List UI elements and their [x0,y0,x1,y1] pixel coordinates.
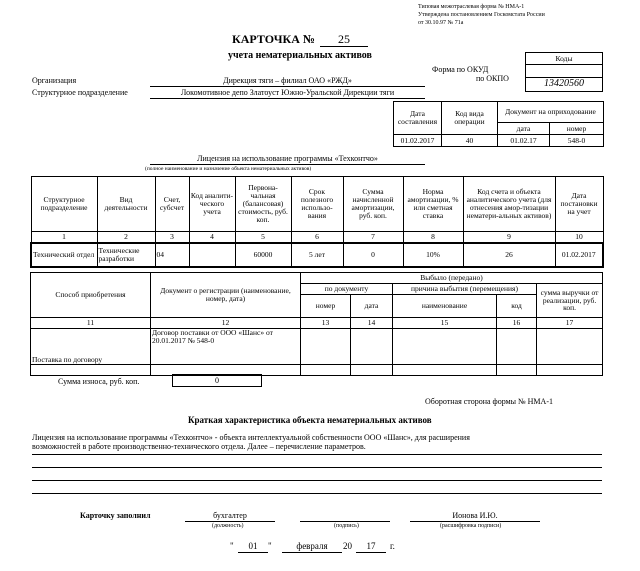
date-day: 01 [238,542,268,553]
main-cell-amort: 0 [343,243,403,267]
back-side-label: Оборотная сторона формы № НМА-1 [425,397,553,406]
acq-cell-empty [497,365,537,376]
acq-header-number: номер [301,295,351,318]
org-label: Организация [32,76,77,85]
license-caption: (полное наименование и назначение объекта нематериальных активов) [145,166,312,172]
okpo-value: 13420560 [526,78,603,92]
ruled-line [32,480,602,481]
sign-caption-position: (должность) [212,523,244,529]
acq-header-reason: причина выбытия (перемещения) [393,284,537,295]
main-num: 8 [403,232,463,243]
main-header-1: Структурное подразделение [31,177,97,232]
card-number: 25 [320,33,368,47]
back-text-line2: возможностей в работе производственно-технического отдела. Далее – перечисление параметров. [32,442,366,451]
acq-cell-empty [301,329,351,365]
main-num: 7 [343,232,403,243]
wear-value: 0 [172,374,262,387]
main-num: 5 [235,232,291,243]
acq-cell-empty [537,365,603,376]
acq-header-method: Способ приобретения [31,273,151,318]
acq-cell-empty [301,365,351,376]
acquisition-table [30,272,603,376]
doc-op-header: Код вида операции [442,102,498,135]
ruled-line [32,467,602,468]
unit-label: Структурное подразделение [32,88,128,97]
main-header-3: Счет, субсчет [155,177,189,232]
acq-header-code: код [497,295,537,318]
card-title: КАРТОЧКА № [232,32,315,46]
main-num: 2 [97,232,155,243]
okpo-label: по ОКПО [476,74,509,83]
date-year: 17 [356,542,386,553]
main-cell-unit: Технический отдел [31,243,97,267]
main-cell-activity: Технические разработки [97,243,155,267]
sign-position: бухгалтер [185,512,275,522]
main-num: 6 [291,232,343,243]
acq-cell-empty [351,365,393,376]
acq-cell-method: Поставка по договору [31,329,151,365]
ruled-line [32,454,602,455]
acq-header-revenue: сумма выручки от реализации, руб. коп. [537,284,603,318]
main-cell-rate: 10% [403,243,463,267]
sign-caption-name: (расшифровка подписи) [440,523,502,529]
wear-label: Сумма износа, руб. коп. [58,377,140,386]
date-year-unit: г. [390,541,395,551]
acq-header-date: дата [351,295,393,318]
main-cell-acc-code: 26 [463,243,555,267]
back-text-line1: Лицензия на использование программы «Техконтчо» - объекта интеллектуальной собственности ООО «Шанс», для расширения [32,433,470,442]
doc-docdate-value: 01.02.17 [498,135,550,147]
back-title: Краткая характеристика объекта нематериальных активов [188,415,432,425]
main-cell-account: 04 [155,243,189,267]
acq-num: 11 [31,318,151,329]
doc-op-value: 40 [442,135,498,147]
acq-num: 17 [537,318,603,329]
date-quote-close: " [268,541,272,551]
acq-cell-empty [393,365,497,376]
date-quote-open: " [230,541,234,551]
main-cell-term: 5 лет [291,243,343,267]
main-num: 4 [189,232,235,243]
main-cell-code [189,243,235,267]
main-cell-reg-date: 01.02.2017 [555,243,603,267]
form-approved-line: Утверждена постановлением Госкомстата России [418,12,545,18]
doc-table [393,101,604,147]
main-header-5: Первона-чальная (балансовая) стоимость, руб. коп. [235,177,291,232]
card-subtitle: учета нематериальных активов [228,50,372,61]
main-header-6: Срок полезного использо-вания [291,177,343,232]
acq-cell-empty [537,329,603,365]
main-num: 1 [31,232,97,243]
unit-value: Локомотивное депо Златоуст Южно-Уральской Дирекции тяги [150,89,425,99]
acq-num: 16 [497,318,537,329]
sign-caption-signature: (подпись) [334,523,359,529]
acq-header-disposed: Выбыло (передано) [301,273,603,284]
acq-cell-regdoc: Договор поставки от ООО «Шанс» от 20.01.2017 № 548-0 [151,329,301,365]
okud-value [526,65,603,78]
main-header-7: Сумма начисленной амортизации, руб. коп. [343,177,403,232]
acq-cell-empty [31,365,151,376]
acq-header-bydoc: по документу [301,284,393,295]
main-num: 3 [155,232,189,243]
ruled-line [32,493,602,494]
acq-cell-empty [497,329,537,365]
acq-cell-empty [351,329,393,365]
acq-header-regdoc: Документ о регистрации (наименование, номер, дата) [151,273,301,318]
codes-title: Коды [526,53,603,65]
main-header-9: Код счета и объекта аналитического учета (для отнесения амор-тизации нематери-альных активов) [463,177,555,232]
doc-doc-header: Документ на оприходование [498,102,604,123]
acq-cell-empty [393,329,497,365]
sign-signature [300,512,390,522]
doc-date-value: 01.02.2017 [394,135,442,147]
codes-table [525,52,603,92]
acq-num: 12 [151,318,301,329]
main-num: 10 [555,232,603,243]
form-date-line: от 30.10.97 № 71а [418,20,464,26]
license-line: Лицензия на использование программы «Техконтчо» [150,155,425,165]
acq-header-name: наименование [393,295,497,318]
main-header-8: Норма амортизации, % или сметная ставка [403,177,463,232]
org-value: Дирекция тяги – филиал ОАО «РЖД» [150,77,425,87]
date-year-prefix: 20 [343,541,352,551]
okud-label: Форма по ОКУД [432,65,489,74]
doc-docnum-value: 548-0 [550,135,604,147]
acq-num: 13 [301,318,351,329]
form-type-line: Типовая межотраслевая форма № НМА-1 [418,4,525,10]
main-cell-cost: 60000 [235,243,291,267]
sign-label: Карточку заполнил [80,511,151,520]
main-table [30,176,604,268]
doc-date2-header: дата [498,123,550,135]
sign-name: Ионова И.Ю. [410,512,540,522]
doc-date-header: Дата составления [394,102,442,135]
main-header-10: Дата постановки на учет [555,177,603,232]
date-month: февраля [282,542,342,553]
main-header-4: Код аналити-ческого учета [189,177,235,232]
acq-num: 15 [393,318,497,329]
main-header-2: Вид деятельности [97,177,155,232]
main-num: 9 [463,232,555,243]
doc-num-header: номер [550,123,604,135]
acq-num: 14 [351,318,393,329]
